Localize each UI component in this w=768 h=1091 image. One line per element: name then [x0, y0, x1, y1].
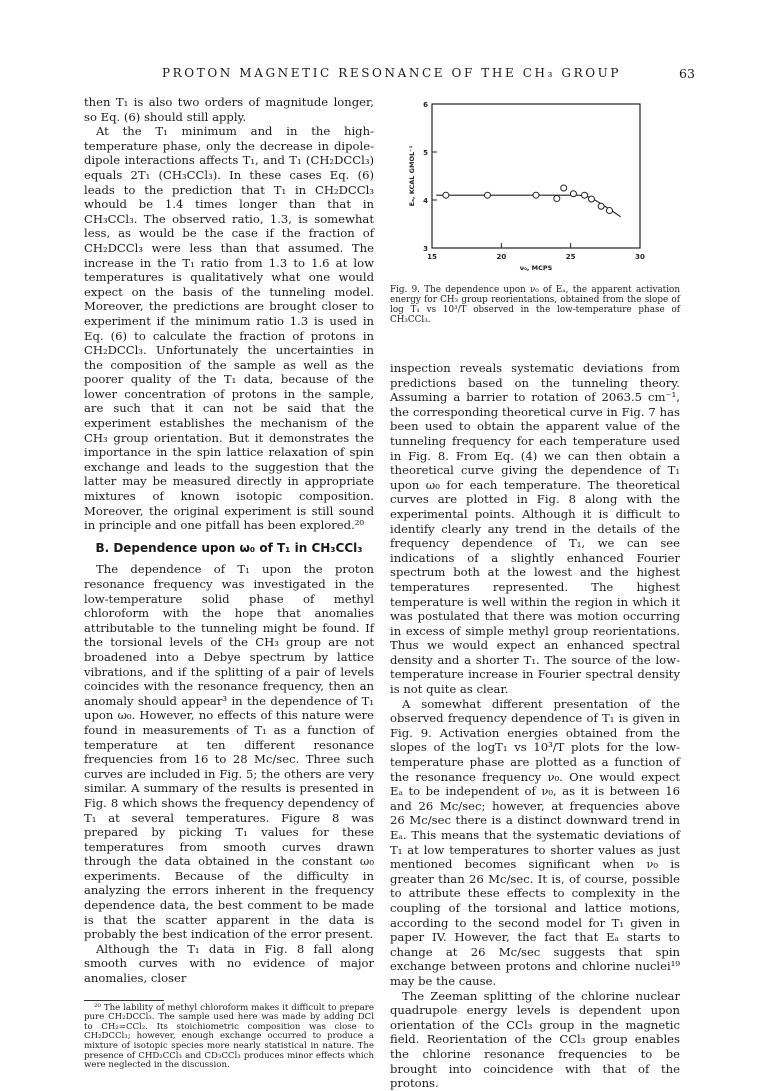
chart-svg: [388, 92, 684, 272]
running-header: [0, 66, 768, 82]
x-tick-label: 25: [565, 253, 576, 261]
plot-frame: [432, 104, 640, 248]
left-column: [84, 95, 374, 1071]
section-heading: B. Dependence upon ω₀ of T₁ in CH₃CCl₃: [95, 540, 363, 555]
paragraph: The Zeeman splitting of the chlorine nuclear quadrupole energy levels is dependent upon orientation of the CCl₃ group in the magnetic field. Reorientation of the CCl₃ group enables the chlorine resonance frequencies to be brought into coincidence with that of the protons.: [390, 988, 680, 1091]
figure-caption: Fig. 9. The dependence upon ν₀ of Eₐ, the apparent activation energy for CH₃ group reorientations, obtained from the slope of log T₁ vs 10³/T observed in the low-temperature phase of CH₃CCl₃.: [390, 284, 680, 326]
paragraph: At the T₁ minimum and in the high-temperature phase, only the decrease in dipole-dipole interactions affects T₁, and T₁ (CH₂DCCl₃) equals 2T₁ (CH₃CCl₃). In these cases Eq. (6) leads to the prediction that T₁ in CH₂DCCl₃ whould be 1.4 times longer than that in CH₃CCl₃. The observed ratio, 1.3, is somewhat less, as would be the case if the fraction of CH₂DCCl₃ were less than that assumed. The increase in the T₁ ratio from 1.3 to 1.6 at low temperatures is qualitatively what one would expect on the basis of the tunneling model. Moreover, the predictions are brought closer to experiment if the minimum ratio 1.3 is used in Eq. (6) to calculate the fraction of protons in CH₂DCCl₃. Unfortunately the uncertainties in the composition of the sample as well as the poorer quality of the T₁ data, because of the lower concentration of protons in the sample, are such that it can not be said that the experiment establishes the mechanism of the CH₃ group orientation. But it demonstrates the importance in the spin lattice relaxation of spin exchange and leads to the suggestion that the latter may be measured directly in appropriate mixtures of known isotopic composition. Moreover, the original experiment is still sound in principle and one pitfall has been explored.²⁰: [84, 124, 374, 533]
footnote: ²⁰ The lability of methyl chloroform makes it difficult to prepare pure CH₂DCCl₃. The sample used here was made by adding DCl to CH₂=CCl₂. Its stoichiometric composition was close to CH₂DCCl₃; however, enough exchange occurred to produce a mixture of isotopic species more nearly statistical in nature. The presence of CHD₂CCl₃ and CD₃CCl₃ produces minor effects which were neglected in the discussion.: [84, 1002, 374, 1071]
x-tick-label: 30: [635, 253, 645, 261]
x-tick-label: 20: [496, 253, 507, 261]
data-point: [588, 196, 594, 202]
data-point: [484, 192, 490, 198]
paragraph: The dependence of T₁ upon the proton resonance frequency was investigated in the low-temperature solid phase of methyl chloroform with the hope that anomalies attributable to the tunneling might be found. If the torsional levels of the CH₃ group are not broadened into a Debye spectrum by lattice vibrations, and if the splitting of a pair of levels coincides with the resonance frequency, then an anomaly should appear³ in the dependence of T₁ upon ω₀. However, no effects of this nature were found in measurements of T₁ as a function of temperature at ten different resonance frequencies from 16 to 28 Mc/sec. Three such curves are included in Fig. 5; the others are very similar. A summary of the results is presented in Fig. 8 which shows the frequency dependency of T₁ at several temperatures. Figure 8 was prepared by picking T₁ values for these temperatures from smooth curves drawn through the data obtained in the constant ω₀ experiments. Because of the difficulty in analyzing the errors inherent in the frequency dependence data, the best comment to be made is that the scatter apparent in the data is probably the best indication of the error present.: [84, 562, 374, 942]
paragraph: then T₁ is also two orders of magnitude longer, so Eq. (6) should still apply.: [84, 95, 374, 124]
data-point: [533, 192, 539, 198]
data-point: [606, 208, 612, 214]
data-point: [598, 203, 604, 209]
paragraph: Although the T₁ data in Fig. 8 fall along smooth curves with no evidence of major anomalies, closer: [84, 941, 374, 986]
right-column: [390, 361, 680, 1091]
x-axis-label: ν₀, MCPS: [519, 264, 553, 272]
data-point: [443, 192, 449, 198]
y-tick-label: 5: [423, 149, 428, 157]
data-point: [561, 185, 567, 191]
paragraph: A somewhat different presentation of the observed frequency dependence of T₁ is given in Fig. 9. Activation energies obtained from the slopes of the logT₁ vs 10³/T plots for the low-temperature phase are plotted as a function of the resonance frequency ν₀. One would expect Eₐ to be independent of ν₀, as it is between 16 and 26 Mc/sec; however, at frequencies above 26 Mc/sec there is a distinct downward trend in Eₐ. This means that the systematic deviations of T₁ at low temperatures to shorter values as just mentioned becomes significant when ν₀ is greater than 26 Mc/sec. It is, of course, possible to attribute these effects to complexity in the coupling of the torsional and lattice motions, according to the second model for T₁ given in paper IV. However, the fact that Eₐ starts to change at 26 Mc/sec suggests that spin exchange between protons and chlorine nuclei¹⁹ may be the cause.: [390, 696, 680, 988]
page-number: 63: [679, 66, 695, 81]
data-point: [582, 192, 588, 198]
data-point: [570, 191, 576, 197]
y-tick-label: 6: [423, 101, 428, 109]
figure-9-chart: [388, 92, 684, 272]
y-tick-label: 4: [423, 197, 428, 205]
footnote-divider: [84, 1000, 164, 1001]
paragraph: inspection reveals systematic deviations from predictions based on the tunneling theory. Assuming a barrier to rotation of 2063.5 cm⁻¹, the corresponding theoretical curve in Fig. 7 has been used to obtain the apparent value of the tunneling frequency for each temperature used in Fig. 8. From Eq. (4) we can then obtain a theoretical curve giving the dependence of T₁ upon ω₀ for each temperature. The theoretical curves are plotted in Fig. 8 along with the experimental points. Although it is difficult to identify clearly any trend in the details of the frequency dependence of T₁, we can see indications of a slightly enhanced Fourier spectrum both at the lowest and the highest temperatures represented. The highest temperature is well within the region in which it was postulated that there was motion occurring in excess of simple methyl group reorientations. Thus we would expect an enhanced spectral density and a shorter T₁. The source of the low-temperature increase in Fourier spectral density is not quite as clear.: [390, 361, 680, 697]
data-point: [554, 196, 560, 202]
y-tick-label: 3: [423, 245, 428, 253]
x-tick-label: 15: [427, 253, 437, 261]
running-head-title: PROTON MAGNETIC RESONANCE OF THE CH₃ GROUP: [162, 66, 622, 80]
y-axis-label: Eₐ, KCAL GMOL⁻¹: [408, 145, 416, 207]
